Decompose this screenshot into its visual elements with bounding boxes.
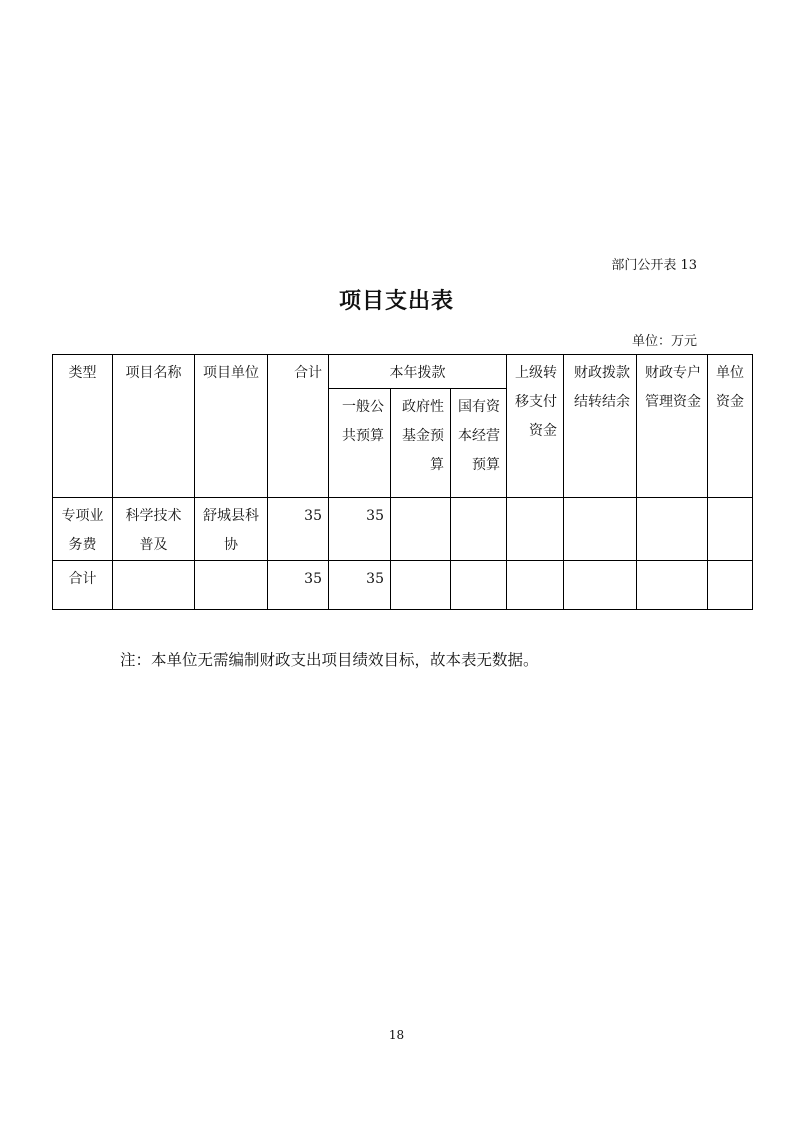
header-special-account: 财政专户管理资金 <box>637 355 708 498</box>
cell-special-account <box>637 498 708 561</box>
cell-upper-transfer <box>507 498 564 561</box>
table-row <box>53 498 753 561</box>
page-title: 项目支出表 <box>338 289 454 314</box>
header-fund-budget: 政府性基金预算 <box>391 389 451 498</box>
cell-unit-funds <box>708 498 753 561</box>
header-carryover: 财政拨款结转结余 <box>564 355 637 498</box>
cell-general-budget: 35 <box>329 498 391 561</box>
cell-state-capital-budget <box>451 498 507 561</box>
cell-project-unit: 舒城县科协 <box>195 498 268 561</box>
summary-total: 35 <box>268 561 329 610</box>
page-number: 18 <box>388 1028 405 1042</box>
summary-empty-cell <box>113 561 195 610</box>
project-expenditure-table <box>52 354 753 610</box>
header-upper-transfer: 上级转移支付资金 <box>507 355 564 498</box>
summary-empty-cell <box>564 561 637 610</box>
header-type: 类型 <box>53 355 113 498</box>
summary-empty-cell <box>637 561 708 610</box>
summary-general-budget: 35 <box>329 561 391 610</box>
cell-fund-budget <box>391 498 451 561</box>
summary-empty-cell <box>451 561 507 610</box>
table-summary-row <box>53 561 753 610</box>
table-number: 部门公开表 13 <box>611 258 697 273</box>
header-general-budget: 一般公共预算 <box>329 389 391 498</box>
header-current-year-appropriation: 本年拨款 <box>329 355 507 389</box>
header-total: 合计 <box>268 355 329 498</box>
summary-empty-cell <box>507 561 564 610</box>
cell-type: 专项业务费 <box>53 498 113 561</box>
summary-label: 合计 <box>53 561 113 610</box>
summary-empty-cell <box>195 561 268 610</box>
cell-carryover <box>564 498 637 561</box>
header-project-unit: 项目单位 <box>195 355 268 498</box>
header-project-name: 项目名称 <box>113 355 195 498</box>
cell-total: 35 <box>268 498 329 561</box>
header-unit-funds: 单位资金 <box>708 355 753 498</box>
note-text: 注：本单位无需编制财政支出项目绩效目标，故本表无数据。 <box>120 651 539 669</box>
cell-project-name: 科学技术普及 <box>113 498 195 561</box>
unit-label: 单位：万元 <box>631 334 697 349</box>
summary-empty-cell <box>391 561 451 610</box>
table-header-row <box>53 355 753 389</box>
summary-empty-cell <box>708 561 753 610</box>
header-state-capital-budget: 国有资本经营预算 <box>451 389 507 498</box>
